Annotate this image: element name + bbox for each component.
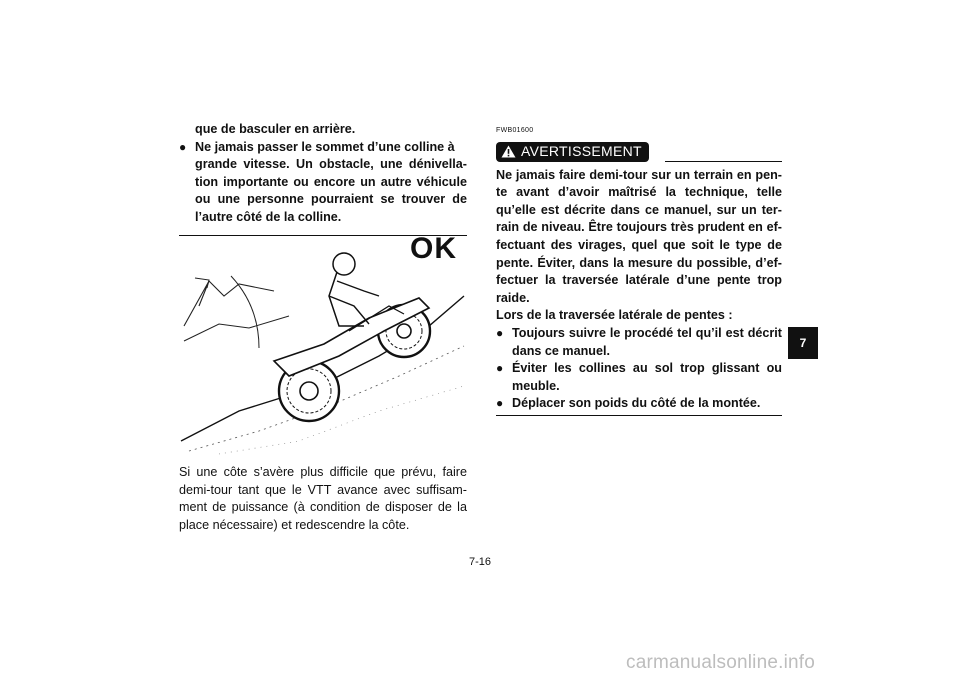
bullet-icon: ● [496, 396, 504, 411]
warning-header [496, 142, 782, 162]
ok-label: OK [410, 232, 457, 265]
bullet-icon: ● [179, 139, 187, 154]
warning-title: AVERTISSEMENT [521, 142, 642, 159]
bullet-rest: grande vitesse. Un obstacle, une dénivella-tion importante ou encore un autre véhicule ou une personne pourraient se trouver de l’autre côté de la colline. [195, 157, 467, 224]
list-item: ● Éviter les collines au sol trop glissant ou meuble. [496, 361, 782, 393]
warning-block [496, 122, 782, 416]
list-item: ● Toujours suivre le procédé tel qu’il est décrit dans ce manuel. [496, 325, 782, 358]
warning-subheading: Lors de la traversée latérale de pentes : [496, 308, 733, 323]
list-item: ● Déplacer son poids du côté de la montée. [496, 395, 782, 413]
bullet-item-hilltop [179, 139, 467, 157]
atv-hill-illustration [179, 236, 467, 456]
left-warning-text [179, 121, 467, 236]
bullet-icon: ● [496, 361, 504, 376]
page-number: 7-16 [468, 556, 492, 568]
warning-header-line [665, 161, 782, 162]
bullet-first-line: Ne jamais passer le sommet d’une colline à [195, 139, 455, 154]
warning-text: Ne jamais faire demi-tour sur un terrain en pen-te avant d’avoir maîtrisé la technique, telle qu’elle est décrite dans ce manuel, sur un ter-rain de niveau. Être toujours très prudent en ef-fectuant des virages, quel que soit le type de pente. Éviter, dans la mesure du possible, d’ef-fectuer la traversée latérale d’une pente trop raide. [496, 167, 782, 305]
warning-badge [496, 142, 649, 162]
watermark: carmanualsonline.info [626, 652, 816, 673]
bullet-icon: ● [496, 325, 504, 340]
warning-triangle-icon [501, 145, 516, 158]
hill-return-paragraph: Si une côte s’avère plus difficile que prévu, faire demi-tour tant que le VTT avance avec suffisam-ment de puissance (à condition de disposer de la place nécessaire) et redescendre la côte. [179, 465, 467, 532]
warning-body [496, 167, 782, 413]
chapter-tab: 7 [788, 327, 818, 359]
warning-code: FWB01600 [496, 127, 534, 134]
warning-end-rule [496, 415, 782, 416]
continued-line: que de basculer en arrière. [195, 122, 356, 136]
